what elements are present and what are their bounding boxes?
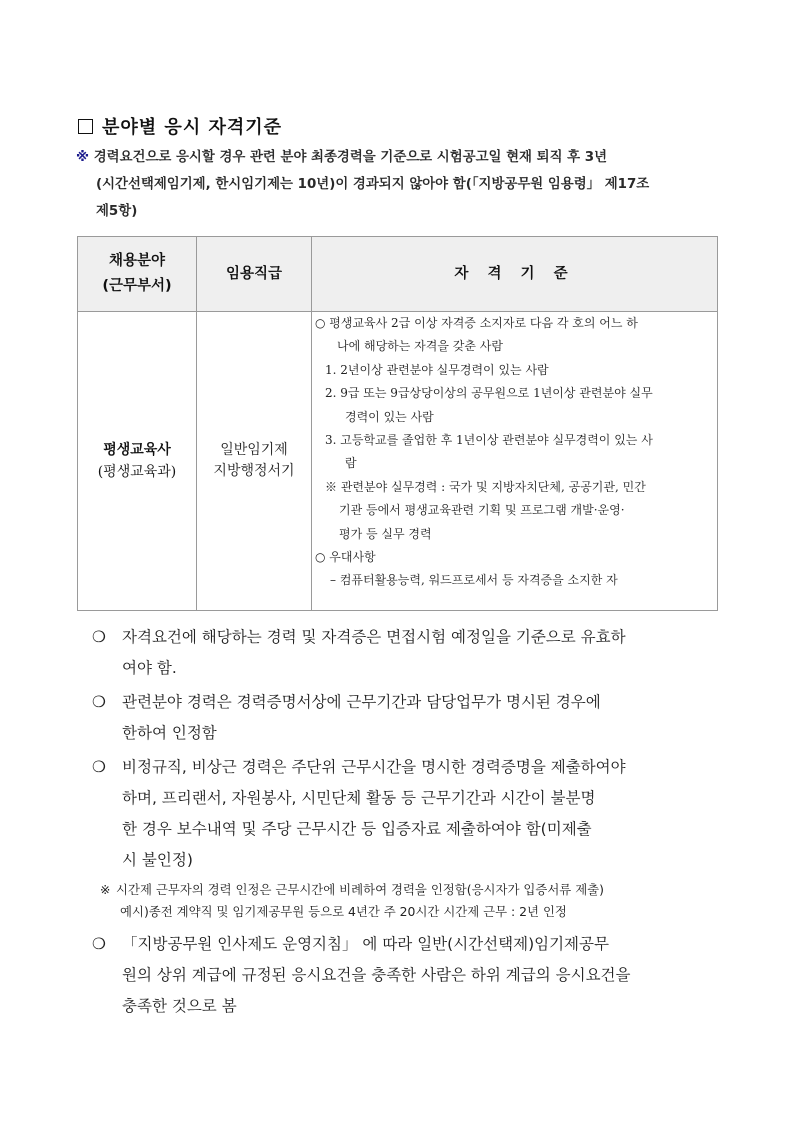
field-cell: 평생교육사 (평생교육과) <box>78 312 197 611</box>
header-field: 채용분야 (근무부서) <box>78 237 197 312</box>
reference-mark-icon: ※ <box>100 882 111 897</box>
list-item: ❍ 「지방공무원 인사제도 운영지침」 에 따라 일반(시간선택제)임기제공무 원의 상위 계급에 규정된 응시요건을 충족한 사람은 하위 계급의 응시요건을 충족한 것으로 봄 <box>92 929 732 1022</box>
grade-cell: 일반임기제 지방행정서기 <box>197 312 312 611</box>
checkbox-square-icon <box>78 119 93 134</box>
part-time-note: ※ 시간제 근무자의 경력 인정은 근무시간에 비례하여 경력을 인정함(응시자가 입증서류 제출) 예시)종전 계약직 및 임기제공무원 등으로 4년간 주 20시간 시간제 근무 : 2년 인정 <box>100 879 732 923</box>
header-standard: 자 격 기 준 <box>312 237 718 312</box>
circle-bullet-icon: ❍ <box>92 693 106 711</box>
list-item: ❍ 자격요건에 해당하는 경력 및 자격증은 면접시험 예정일을 기준으로 유효하 여야 함. <box>92 622 732 684</box>
list-item: ❍ 관련분야 경력은 경력증명서상에 근무기간과 담당업무가 명시된 경우에 한하여 인정함 <box>92 687 732 749</box>
section-heading: 분야별 응시 자격기준 <box>78 113 282 139</box>
table-row <box>78 312 718 611</box>
circle-bullet-icon: ❍ <box>92 628 106 646</box>
circle-bullet-icon: ❍ <box>92 758 106 776</box>
circle-bullet-icon: ❍ <box>92 935 106 953</box>
requirements-list <box>92 622 732 1025</box>
table-header-row <box>78 237 718 312</box>
qualification-table <box>77 236 718 611</box>
reference-mark-icon: ※ <box>76 150 90 165</box>
notice-paragraph: ※ 경력요건으로 응시할 경우 관련 분야 최종경력을 기준으로 시험공고일 현재 퇴직 후 3년 (시간선택제임기제, 한시임기제는 10년)이 경과되지 않아야 함(「지방공무원 임용령」 제17조 제5항) <box>76 150 650 219</box>
standard-cell: ○ 평생교육사 2급 이상 자격증 소지자로 다음 각 호의 어느 하 나에 해당하는 자격을 갖춘 사람 1. 2년이상 관련분야 실무경력이 있는 사람 2. 9급 또는 9급상당이상의 공무원으로 1년이상 관련분야 실무 경력이 있는 사람 3. 고등학교를 졸업한 후 1년이상 관련분야 실무경력이 있는 사 람 ※ 관련분야 실무경력 : 국가 및 지방자치단체, 공공기관, 민간 기관 등에서 평생교육관련 기획 및 프로그램 개발·운영· 평가 등 실무 경력 ○ 우대사항 – 컴퓨터활용능력, 워드프로세서 등 자격증을 소지한 자 <box>312 312 718 611</box>
header-grade: 임용직급 <box>197 237 312 312</box>
list-item: ❍ 비정규직, 비상근 경력은 주단위 근무시간을 명시한 경력증명을 제출하여야 하며, 프리랜서, 자원봉사, 시민단체 활동 등 근무기간과 시간이 불분명 한 경우 보수내역 및 주당 근무시간 등 입증자료 제출하여야 함(미제출 시 불인정) <box>92 752 732 876</box>
